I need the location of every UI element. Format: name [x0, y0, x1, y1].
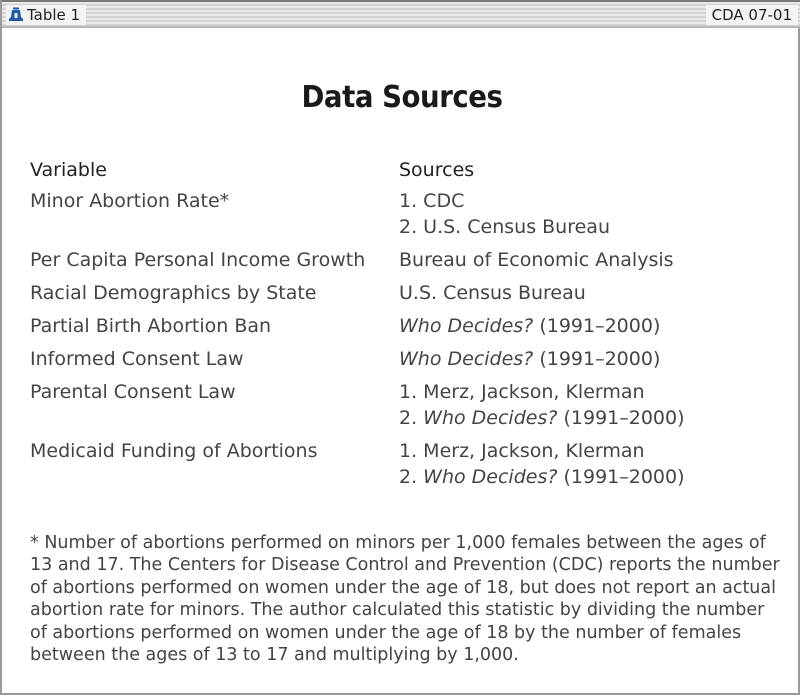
source-title-italic: Who Decides?	[399, 348, 534, 370]
source-title-italic: Who Decides?	[423, 466, 558, 488]
source-text: U.S. Census Bureau	[399, 282, 586, 304]
source-text: (1991–2000)	[533, 348, 661, 370]
source-number: 2.	[399, 407, 424, 429]
document-code-label: CDA 07-01	[711, 6, 792, 24]
variable-cell: Parental Consent Law	[30, 381, 236, 403]
header-right	[706, 5, 798, 25]
table-number-label: Table 1	[27, 6, 81, 24]
source-number: 1.	[399, 190, 424, 212]
source-line	[399, 214, 770, 240]
sources-cell	[399, 379, 770, 431]
header-left	[6, 5, 86, 25]
table-row	[30, 247, 770, 273]
column-header-sources: Sources	[399, 159, 475, 181]
sources-cell	[399, 188, 770, 240]
source-text: (1991–2000)	[533, 315, 661, 337]
source-text: (1991–2000)	[557, 407, 685, 429]
sources-cell	[399, 438, 770, 490]
source-line	[399, 464, 770, 490]
source-number: 2.	[399, 216, 424, 238]
variable-cell: Minor Abortion Rate*	[30, 190, 230, 212]
source-text: CDC	[423, 190, 465, 212]
column-header-variable: Variable	[30, 159, 107, 181]
source-line	[399, 379, 770, 405]
variable-cell: Per Capita Personal Income Growth	[30, 249, 366, 271]
source-line	[399, 346, 770, 372]
source-line	[399, 405, 770, 431]
source-text: (1991–2000)	[557, 466, 685, 488]
table-row	[30, 188, 770, 240]
variable-cell: Informed Consent Law	[30, 348, 244, 370]
table-row	[30, 313, 770, 339]
sources-cell	[399, 313, 770, 339]
sources-cell	[399, 346, 770, 372]
sources-cell	[399, 247, 770, 273]
source-title-italic: Who Decides?	[399, 315, 534, 337]
source-text: Merz, Jackson, Klerman	[423, 381, 645, 403]
variable-cell: Racial Demographics by State	[30, 282, 317, 304]
source-number: 1.	[399, 440, 424, 462]
table-body	[30, 188, 770, 490]
source-line	[399, 313, 770, 339]
data-sources-table	[30, 157, 770, 497]
variable-cell: Partial Birth Abortion Ban	[30, 315, 272, 337]
source-text: U.S. Census Bureau	[423, 216, 610, 238]
table-row	[30, 280, 770, 306]
page-title: Data Sources	[301, 80, 503, 115]
variable-cell: Medicaid Funding of Abortions	[30, 440, 318, 462]
source-text: Merz, Jackson, Klerman	[423, 440, 645, 462]
sources-cell	[399, 280, 770, 306]
source-line	[399, 188, 770, 214]
table-header-row	[30, 157, 770, 183]
source-title-italic: Who Decides?	[423, 407, 558, 429]
source-number: 1.	[399, 381, 424, 403]
source-number: 2.	[399, 466, 424, 488]
source-line	[399, 438, 770, 464]
table-row	[30, 346, 770, 372]
table-row	[30, 379, 770, 431]
source-line	[399, 247, 770, 273]
header-bar	[2, 0, 800, 28]
source-text: Bureau of Economic Analysis	[399, 249, 674, 271]
source-line	[399, 280, 770, 306]
footnote: * Number of abortions performed on minors per 1,000 females between the ages of 13 and 17. The Centers for Disease Control and Prevention (CDC) reports the number of abortions performed on women under the age of 18, but does not report an actual abortion rate for minors. The author calculated this statistic by dividing the number of abortions performed on women under the age of 18 by the number of females between the ages of 13 to 17 and multiplying by 1,000.	[30, 533, 780, 666]
liberty-bell-icon	[8, 7, 24, 23]
table-row	[30, 438, 770, 490]
